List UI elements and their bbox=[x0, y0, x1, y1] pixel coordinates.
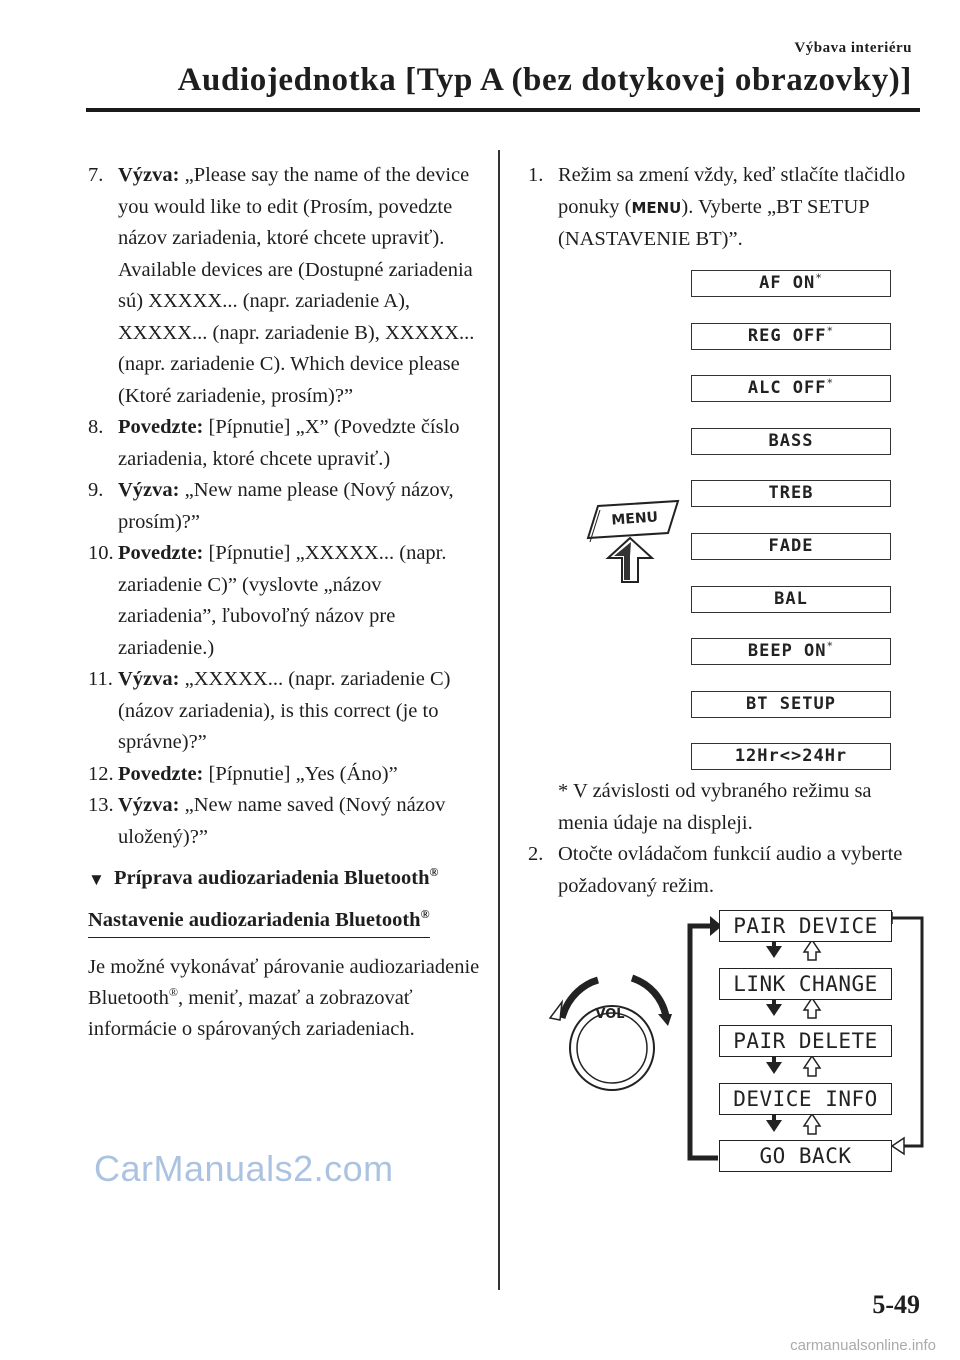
right-step-2: 2. Otočte ovládačom funkcií audio a vyberte požadovaný režim. bbox=[528, 843, 903, 897]
triangle-icon: ▼ bbox=[88, 870, 105, 889]
footnote: * V závislosti od vybraného režimu sa menia údaje na displeji. bbox=[558, 780, 872, 834]
menu-button-illustration bbox=[582, 498, 686, 590]
step-item: 8. Povedzte: [Pípnutie] „X” (Povedzte číslo zariadenia, ktoré chcete upraviť.) bbox=[88, 416, 460, 470]
bt-menu-item: PAIR DELETE bbox=[719, 1025, 892, 1057]
lcd-item: BT SETUP bbox=[691, 691, 891, 718]
lcd-item: TREB bbox=[691, 480, 891, 507]
intro-paragraph: Je možné vykonávať párovanie audiozariadenie Bluetooth®, meniť, mazať a zobrazovať informácie o spárovaných zariadeniach. bbox=[88, 956, 480, 1040]
step-item: 9. Výzva: „New name please (Nový názov, prosím)?” bbox=[88, 479, 454, 533]
page-title: Audiojednotka [Typ A (bez dotykovej obrazovky)] bbox=[177, 62, 912, 98]
vol-label: VOL bbox=[595, 1007, 625, 1022]
page-number: 5-49 bbox=[872, 1290, 920, 1319]
lcd-item: ALC OFF* bbox=[691, 375, 891, 402]
left-column bbox=[88, 160, 480, 1045]
lcd-item: AF ON* bbox=[691, 270, 891, 297]
subsection-title: ▼ Príprava audiozariadenia Bluetooth® bbox=[88, 863, 480, 895]
subheading: Nastavenie audiozariadenia Bluetooth® bbox=[88, 906, 430, 938]
lcd-item: 12Hr<>24Hr bbox=[691, 743, 891, 770]
step-item: 12. Povedzte: [Pípnutie] „Yes (Áno)” bbox=[88, 762, 398, 785]
lcd-item: BAL bbox=[691, 586, 891, 613]
volume-knob-illustration bbox=[540, 960, 680, 1100]
menu-button-label: MENU bbox=[610, 509, 659, 529]
footer-watermark: carmanualsonline.info bbox=[790, 1337, 936, 1354]
bt-menu-item: DEVICE INFO bbox=[719, 1083, 892, 1115]
menu-glyph: MENU bbox=[631, 198, 682, 217]
bt-menu-item: PAIR DEVICE bbox=[719, 910, 892, 942]
watermark: CarManuals2.com bbox=[94, 1148, 394, 1189]
step-item: 13. Výzva: „New name saved (Nový názov uložený)?” bbox=[88, 794, 446, 848]
step-item: 10. Povedzte: [Pípnutie] „XXXXX... (napr. zariadenie C)” (vyslovte „názov zariadenia”, ľubovoľný názov pre zariadenie.) bbox=[88, 542, 447, 659]
step-list bbox=[88, 160, 480, 853]
lcd-item: BASS bbox=[691, 428, 891, 455]
lcd-item: BEEP ON* bbox=[691, 638, 891, 665]
lcd-item: FADE bbox=[691, 533, 891, 560]
column-divider bbox=[498, 150, 500, 1290]
section-label: Výbava interiéru bbox=[794, 40, 912, 56]
step-item: 7. Výzva: „Please say the name of the device you would like to edit (Prosím, povedzte názov zariadenia, ktoré chcete upraviť). Available devices are (Dostupné zariadenia sú) XXXXX... (napr. zariadenie A), XXXXX... (napr. zariadenie B), XXXXX... (napr. zariadenie C). Which device please (Ktoré zariadenie, prosím)?” bbox=[88, 164, 475, 407]
bt-menu-item: GO BACK bbox=[719, 1140, 892, 1172]
right-lower-text bbox=[528, 776, 920, 902]
step-item: 11. Výzva: „XXXXX... (napr. zariadenie C) (názov zariadenia), is this correct (je to správne)?” bbox=[88, 668, 451, 753]
right-step-1: 1. Režim sa zmení vždy, keď stlačíte tlačidlo ponuky (MENU). Vyberte „BT SETUP (NASTAVENIE BT)”. bbox=[528, 164, 906, 250]
lcd-item: REG OFF* bbox=[691, 323, 891, 350]
header-rule bbox=[86, 108, 920, 112]
bt-menu-item: LINK CHANGE bbox=[719, 968, 892, 1000]
